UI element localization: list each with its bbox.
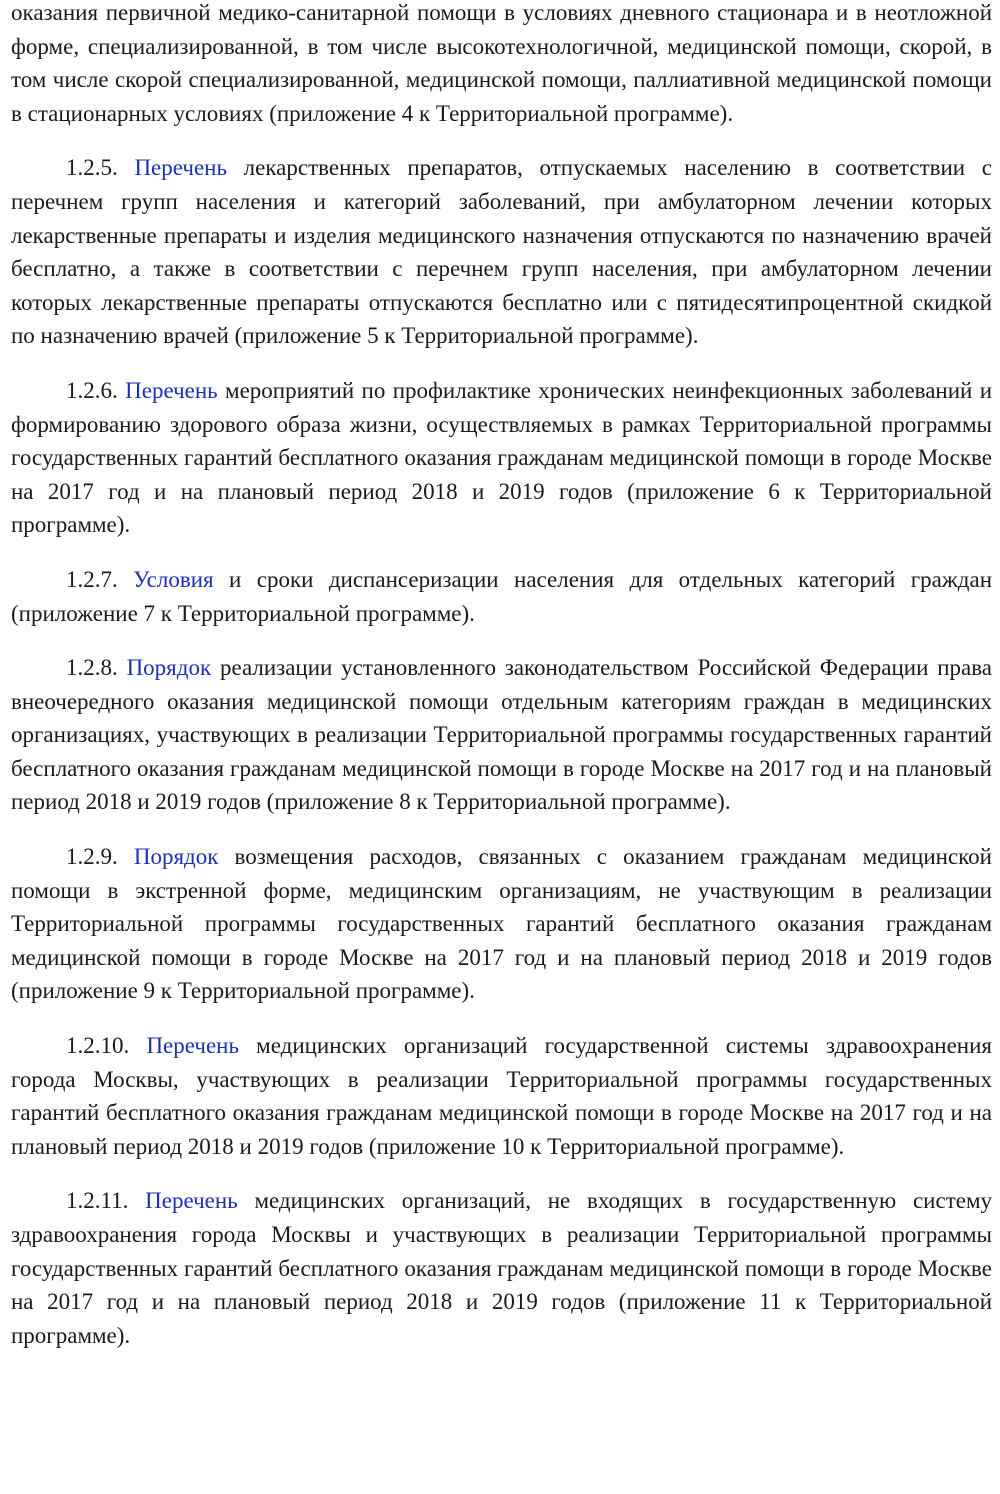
link-perechen[interactable]: Перечень — [134, 155, 227, 181]
item-number: 1.2.6. — [66, 377, 118, 403]
link-perechen[interactable]: Перечень — [125, 377, 218, 403]
paragraph-continuation — [11, 0, 992, 130]
paragraph-1-2-10 — [11, 1029, 992, 1163]
item-number: 1.2.11. — [66, 1188, 129, 1214]
paragraph-1-2-9 — [11, 840, 992, 1008]
paragraph-1-2-11 — [11, 1184, 992, 1352]
paragraph-text: мероприятий по профилактике хронических неинфекционных заболеваний и формированию здорового образа жизни, осуществляемых в рамках Территориальной программы государственных гарантий бесплатного оказания гражданам медицинской помощи в городе Москве на 2017 год и на плановый период 2018 и 2019 годов (приложение 6 к Территориальной программе). — [11, 377, 993, 538]
link-poryadok[interactable]: Порядок — [126, 655, 212, 681]
item-number: 1.2.10. — [66, 1033, 130, 1059]
paragraph-text: оказания первичной медико-санитарной помощи в условиях дневного стационара и в неотложной форме, специализированной, в том числе высокотехнологичной, медицинской помощи, скорой, в том числе скорой специализированной, медицинской помощи, паллиативной медицинской помощи в стационарных условиях (приложение 4 к Территориальной программе). — [11, 0, 992, 126]
item-number: 1.2.7. — [66, 566, 118, 592]
paragraph-1-2-8 — [11, 651, 992, 819]
item-number: 1.2.9. — [66, 844, 118, 870]
link-usloviya[interactable]: Условия — [133, 566, 214, 592]
link-poryadok[interactable]: Порядок — [133, 844, 219, 870]
item-number: 1.2.8. — [66, 655, 118, 681]
document-body — [11, 0, 992, 1373]
paragraph-1-2-7 — [11, 563, 992, 630]
paragraph-1-2-5 — [11, 151, 992, 353]
link-perechen[interactable]: Перечень — [145, 1188, 238, 1214]
paragraph-text: реализации установленного законодательством Российской Федерации права внеочередного оказания медицинской помощи отдельным категориям граждан в медицинских организациях, участвующих в реализации Территориальной программы государственных гарантий бесплатного оказания гражданам медицинской помощи в городе Москве на 2017 год и на плановый период 2018 и 2019 годов (приложение 8 к Территориальной программе). — [11, 655, 992, 815]
paragraph-1-2-6 — [11, 374, 992, 542]
paragraph-text: медицинских организаций, не входящих в государственную систему здравоохранения города Москвы и участвующих в реализации Территориальной программы государственных гарантий бесплатного оказания гражданам медицинской помощи в городе Москве на 2017 год и на плановый период 2018 и 2019 годов (приложение 11 к Территориальной программе). — [11, 1188, 993, 1348]
link-perechen[interactable]: Перечень — [146, 1033, 239, 1059]
paragraph-text: возмещения расходов, связанных с оказанием гражданам медицинской помощи в экстренной форме, медицинским организациям, не участвующим в реализации Территориальной программы государственных гарантий бесплатного оказания гражданам медицинской помощи в городе Москве на 2017 год и на плановый период 2018 и 2019 годов (приложение 9 к Территориальной программе). — [11, 844, 992, 1004]
paragraph-text: медицинских организаций государственной системы здравоохранения города Москвы, участвующих в реализации Территориальной программы государственных гарантий бесплатного оказания гражданам медицинской помощи в городе Москве на 2017 год и на плановый период 2018 и 2019 годов (приложение 10 к Территориальной программе). — [11, 1033, 992, 1159]
paragraph-text: и сроки диспансеризации населения для отдельных категорий граждан (приложение 7 к Территориальной программе). — [11, 566, 993, 626]
paragraph-text: лекарственных препаратов, отпускаемых населению в соответствии с перечнем групп населения и категорий заболеваний, при амбулаторном лечении которых лекарственные препараты и изделия медицинского назначения отпускаются по назначению врачей бесплатно, а также в соответствии с перечнем групп населения, при амбулаторном лечении которых лекарственные препараты отпускаются бесплатно или с пятидесятипроцентной скидкой по назначению врачей (приложение 5 к Территориальной программе). — [11, 155, 993, 349]
item-number: 1.2.5. — [66, 155, 118, 181]
